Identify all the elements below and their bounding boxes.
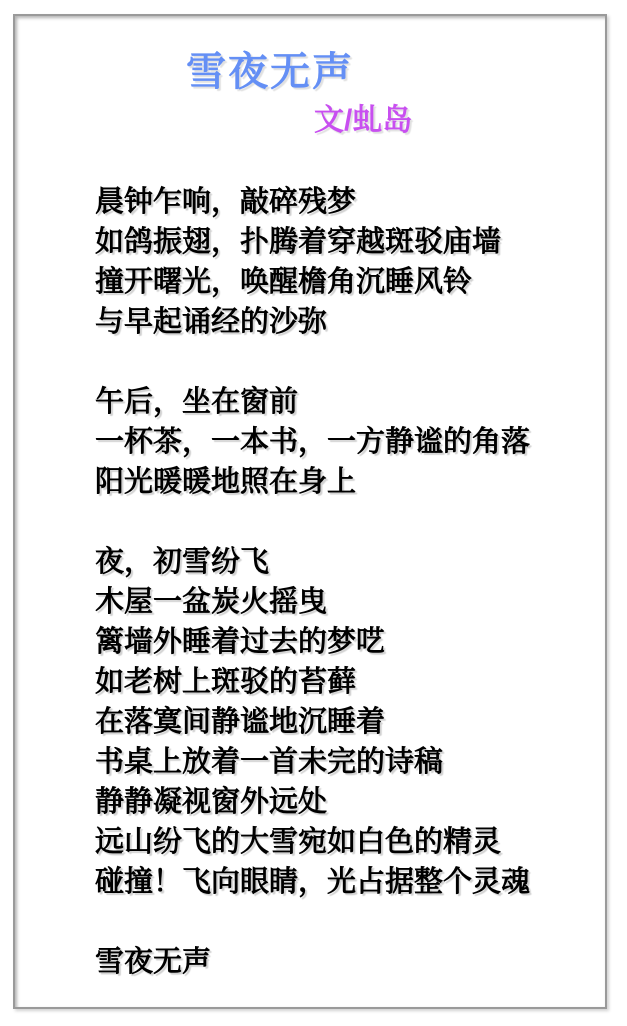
poem-title: 雪夜无声 xyxy=(186,50,354,94)
poem-line: 如鸽振翅，扑腾着穿越斑驳庙墙 xyxy=(95,226,502,258)
poem-line: 书桌上放着一首未完的诗稿 xyxy=(95,746,444,778)
poem-stanza-1 xyxy=(95,182,530,342)
poem-line: 在落寞间静谧地沉睡着 xyxy=(95,706,386,738)
poem-line: 远山纷飞的大雪宛如白色的精灵 xyxy=(95,826,502,858)
poem-line: 与早起诵经的沙弥 xyxy=(95,306,328,338)
poem-closing xyxy=(95,942,530,982)
poem-line: 午后，坐在窗前 xyxy=(95,386,299,418)
poem-line: 撞开曙光，唤醒檐角沉睡风铃 xyxy=(95,266,473,298)
poem-line: 如老树上斑驳的苔藓 xyxy=(95,666,357,698)
poem-stanza-2 xyxy=(95,382,530,502)
poem-line: 夜，初雪纷飞 xyxy=(95,546,270,578)
poem-line: 一杯茶，一本书，一方静谧的角落 xyxy=(95,426,531,458)
poem-line: 碰撞！飞向眼睛，光占据整个灵魂 xyxy=(95,866,531,898)
poem-body xyxy=(95,182,530,982)
poem-line: 篱墙外睡着过去的梦呓 xyxy=(95,626,386,658)
poem-line: 木屋一盆炭火摇曳 xyxy=(95,586,328,618)
poem-stanza-3 xyxy=(95,542,530,902)
poem-line: 晨钟乍响，敲碎残梦 xyxy=(95,186,357,218)
poem-closing-line: 雪夜无声 xyxy=(95,946,212,978)
poem-line: 静静凝视窗外远处 xyxy=(95,786,328,818)
poem-byline: 文/虬岛 xyxy=(314,104,413,137)
poem-line: 阳光暖暖地照在身上 xyxy=(95,466,357,498)
